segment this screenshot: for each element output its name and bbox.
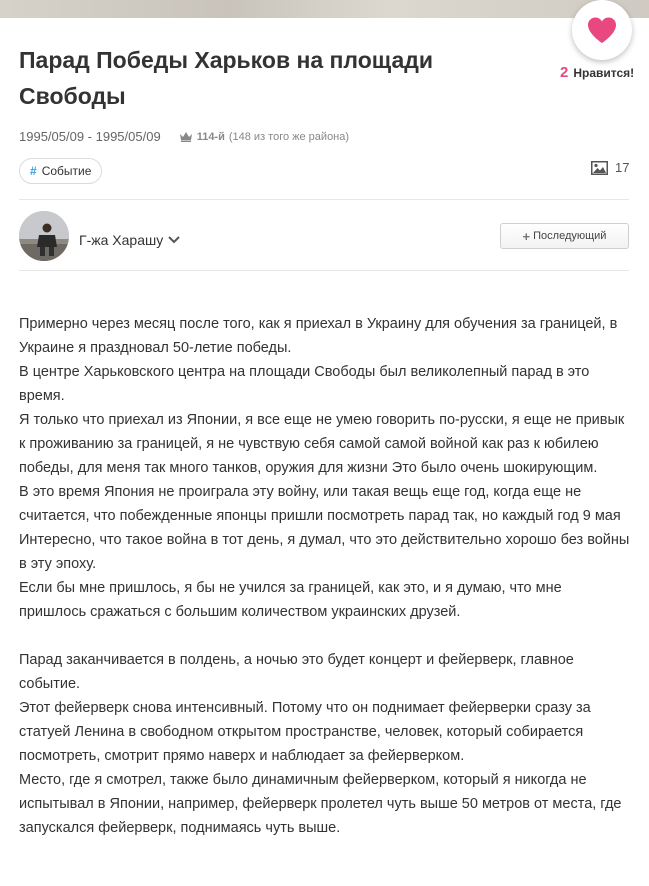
- author-name-text: Г-жа Харашу: [79, 232, 164, 248]
- paragraph: Парад заканчивается в полдень, а ночью это будет концерт и фейерверк, главное событие.: [19, 652, 574, 692]
- like-count-row: [560, 64, 649, 81]
- author-name[interactable]: [79, 232, 181, 248]
- image-icon: [591, 161, 608, 175]
- page-title: Парад Победы Харьков на площади Свободы: [19, 47, 434, 109]
- paragraph: Примерно через месяц после того, как я приехал в Украину для обучения за границей, в Украине я праздновал 50-летие победы.: [19, 316, 618, 356]
- follow-button[interactable]: [500, 223, 629, 249]
- rank-number: 114-й: [196, 130, 225, 143]
- paragraph: В это время Япония не проиграла эту войну, или такая вещь еще год, когда еще не считается, что побежденные японцы пришли посмотреть парад так, но каждый год 9 мая Интересно, что такое война в тот день, я думал, что это действительно хорошо без войны в эту эпоху.: [19, 484, 630, 572]
- hash-icon: #: [30, 164, 37, 178]
- paragraph-spacer: [19, 624, 631, 648]
- tag-label: Событие: [41, 164, 92, 178]
- plus-icon: +: [522, 228, 531, 244]
- photo-count-value: 17: [615, 160, 630, 175]
- paragraph: В центре Харьковского центра на площади Свободы был великолепный парад в это время.: [19, 364, 590, 404]
- avatar-image: [19, 211, 69, 261]
- paragraph: Этот фейерверк снова интенсивный. Потому что он поднимает фейерверки сразу за статуей Ленина в свободном открытом пространстве, человек, который собирается посмотреть, смотрит прямо наверх и наблюдает за фейерверком.: [19, 700, 591, 764]
- like-label: Нравится!: [573, 66, 635, 80]
- chevron-down-icon: [167, 235, 181, 245]
- avatar[interactable]: [19, 211, 69, 261]
- article-body: [19, 312, 631, 840]
- heart-icon: [586, 16, 618, 44]
- event-date: 1995/05/09 - 1995/05/09: [19, 129, 161, 144]
- hero-image-strip: [0, 0, 649, 18]
- photo-count[interactable]: [591, 160, 629, 175]
- follow-label: Последующий: [533, 230, 607, 242]
- like-count: 2: [560, 64, 569, 81]
- crown-icon: [179, 131, 193, 142]
- meta-row: [19, 129, 349, 144]
- paragraph: Я только что приехал из Японии, я все еще не умею говорить по-русски, я еще не привык к проживанию за границей, я не чувствую себя самой самой войной как раз к юбилею победы, для меня так много танков, оружия для жизни Это было очень шокирующим.: [19, 412, 625, 476]
- paragraph: Если бы мне пришлось, я бы не учился за границей, как это, и я думаю, что мне пришлось сражаться с большим количеством украинских друзей.: [19, 580, 562, 620]
- like-button[interactable]: [572, 0, 632, 60]
- tag-event[interactable]: [19, 158, 102, 184]
- rank-info: [179, 131, 349, 143]
- rank-subtext: (148 из того же района): [228, 130, 350, 143]
- paragraph: Место, где я смотрел, также было динамичным фейерверком, который я никогда не испытывал в Японии, например, фейерверк пролетел чуть выше 50 метров от места, где запускался фейерверк, поднимаясь чуть выше.: [19, 772, 622, 836]
- divider-author: [19, 270, 629, 271]
- divider-top: [19, 199, 629, 200]
